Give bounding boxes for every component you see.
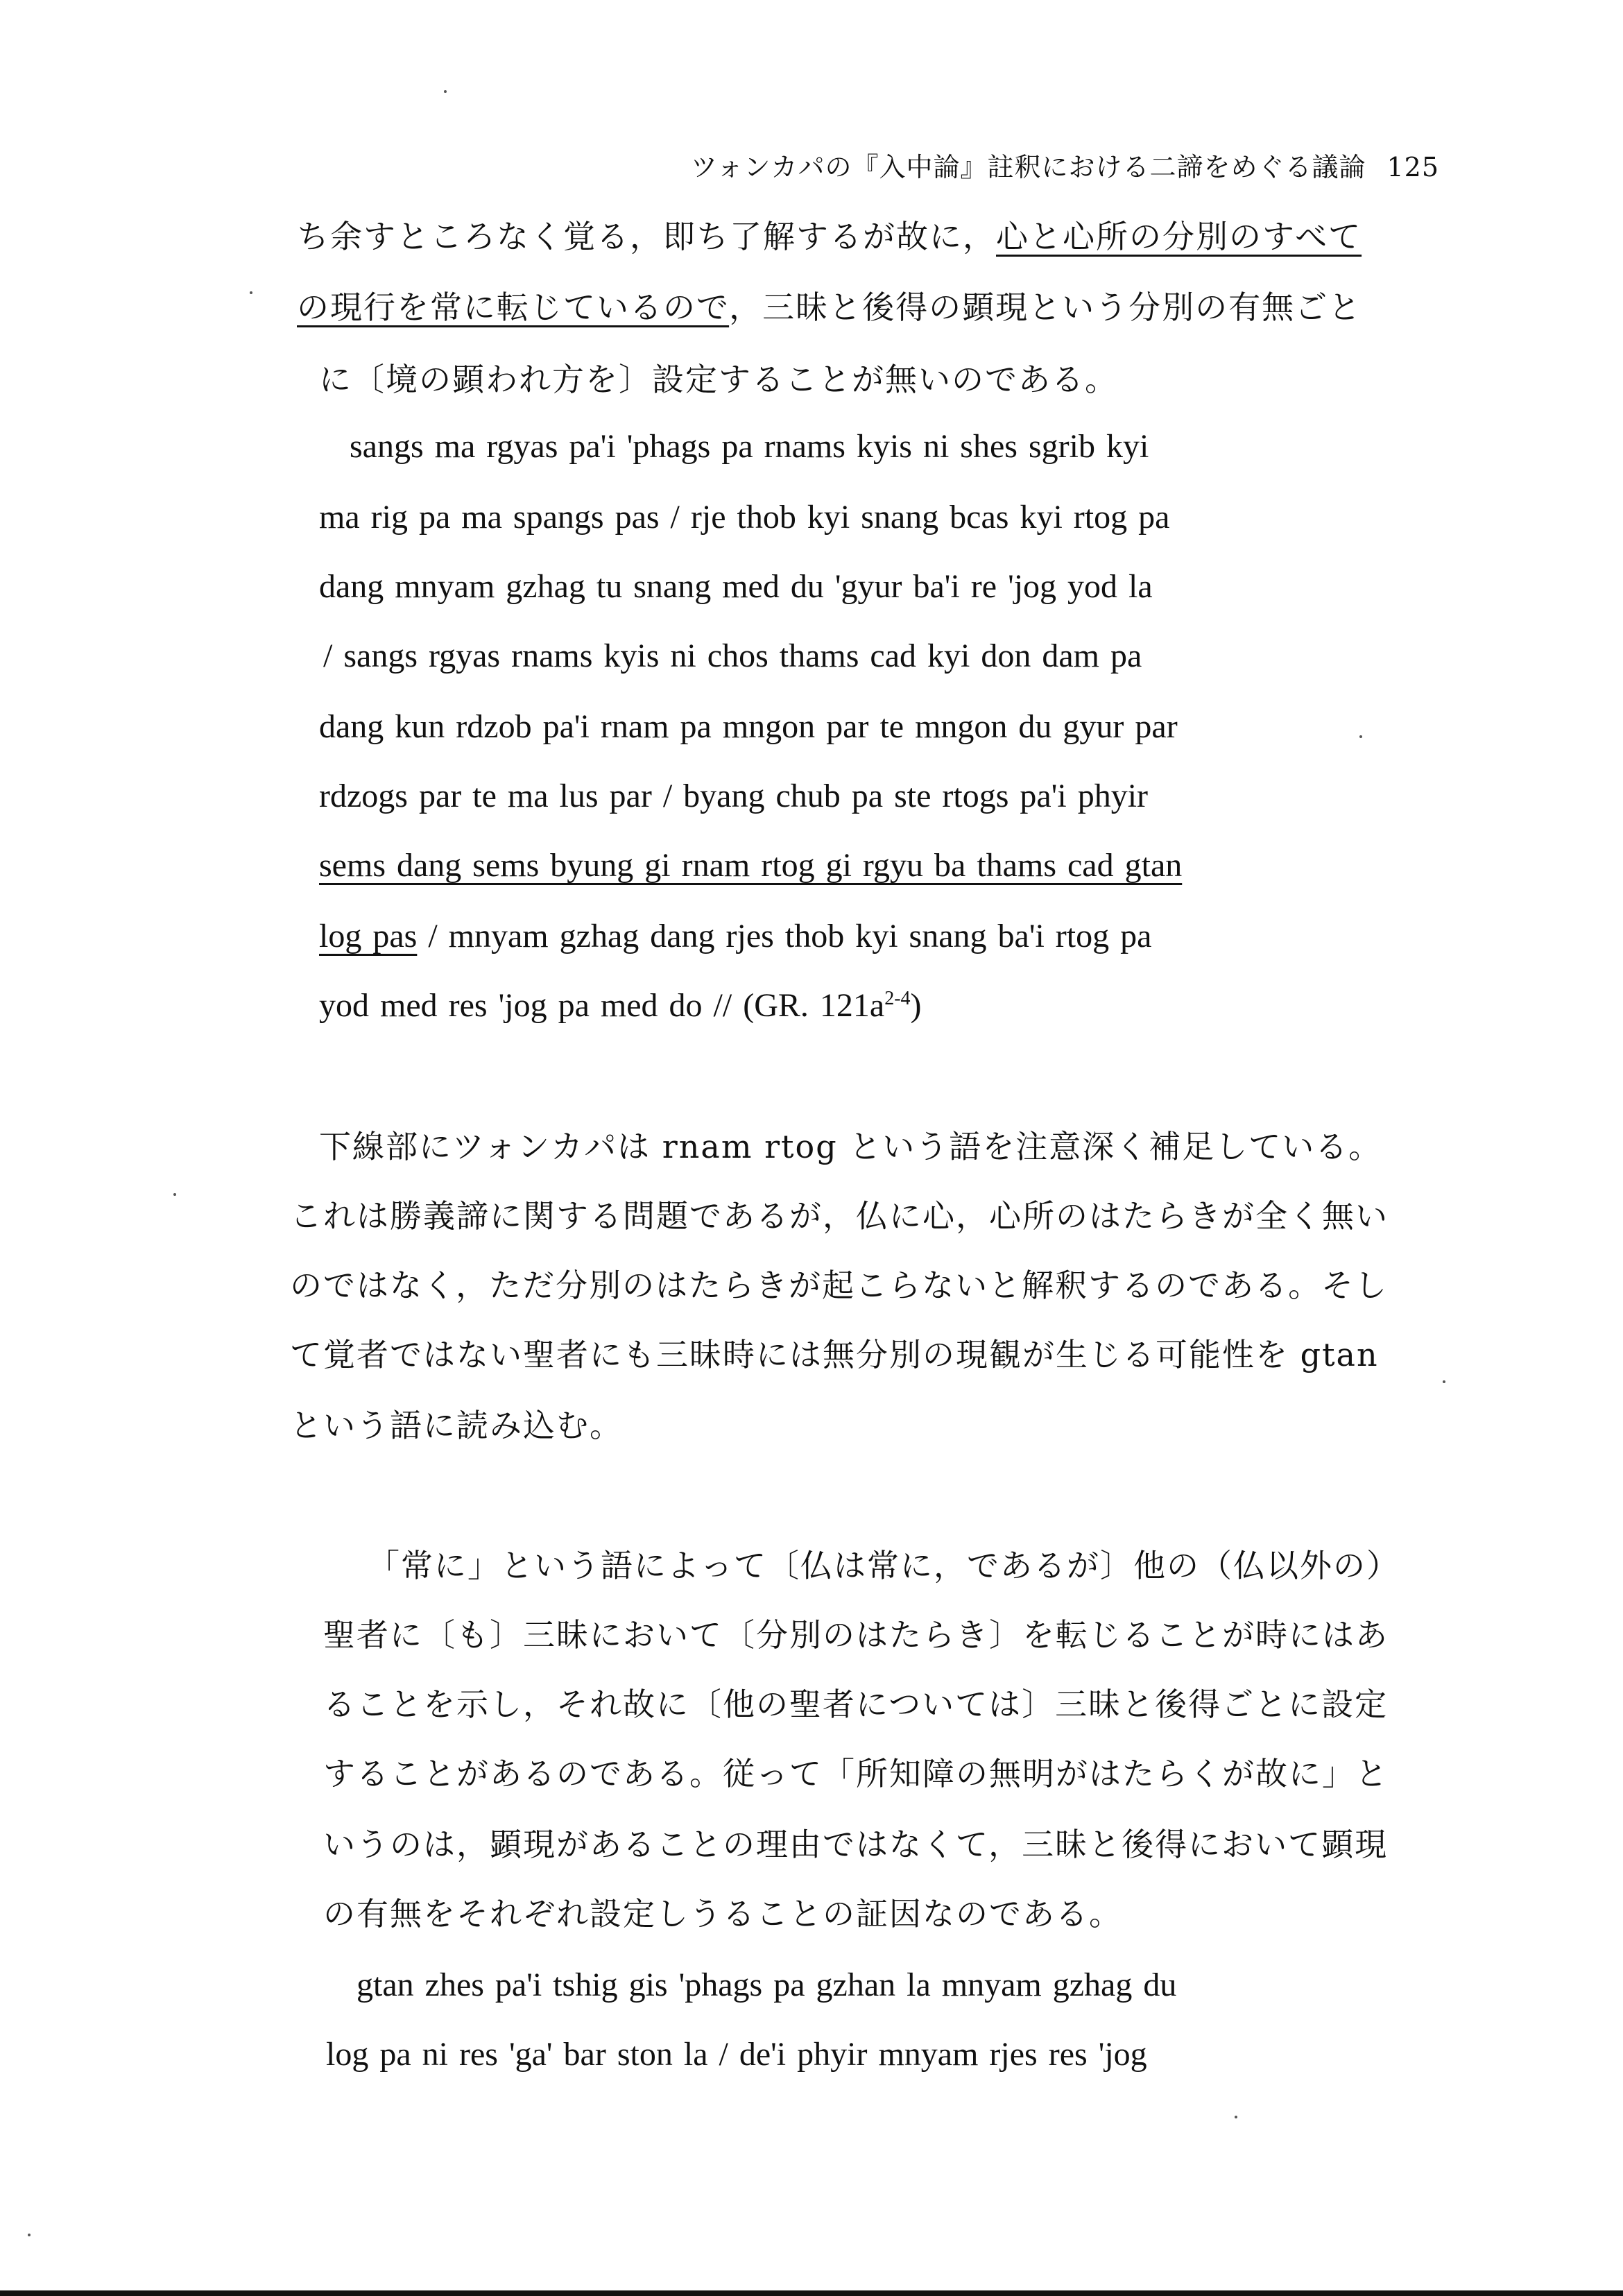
tibetan1-line9-text: yod med res 'jog pa med do // (GR. 121a	[319, 987, 885, 1024]
tibetan1-line6: rdzogs par te ma lus par / byang chub pa ste rtogs pa'i phyir	[319, 778, 1149, 814]
citation-superscript: 2-4	[884, 988, 911, 1009]
scan-speck	[250, 291, 252, 294]
paragraph1-line3: に〔境の顕われ方を〕設定することが無いのである。	[319, 361, 1118, 398]
paragraph2-line3: のではなく，ただ分別のはたらきが起こらないと解釈するのである。そし	[290, 1267, 1389, 1304]
tibetan1-line8-text: / mnyam gzhag dang rjes thob kyi snang ba'i rtog pa	[417, 918, 1152, 954]
paragraph3-line5: いうのは，顕現があることの理由ではなくて，三昧と後得において顕現	[323, 1826, 1389, 1863]
tibetan1-line3: dang mnyam gzhag tu snang med du 'gyur ba'i re 'jog yod la	[319, 568, 1153, 605]
scan-speck	[173, 1193, 176, 1196]
tibetan1-line4: / sangs rgyas rnams kyis ni chos thams cad kyi don dam pa	[323, 637, 1142, 674]
underlined-text: の現行を常に転じているので	[297, 289, 730, 326]
tibetan1-line2: ma rig pa ma spangs pas / rje thob kyi snang bcas kyi rtog pa	[319, 499, 1170, 536]
paragraph2-line2: これは勝義諦に関する問題であるが，仏に心，心所のはたらきが全く無い	[290, 1197, 1389, 1235]
paragraph1-line2	[297, 289, 1362, 326]
scan-bottom-edge	[0, 2290, 1623, 2296]
paragraph1-line1	[297, 218, 1362, 255]
paragraph3-line2: 聖者に〔も〕三昧において〔分別のはたらき〕を転じることが時にはあ	[323, 1616, 1389, 1654]
scan-speck	[28, 2234, 31, 2236]
running-head-title: ツォンカパの『入中論』註釈における二諦をめぐる議論	[690, 152, 1366, 182]
paragraph3-line3: ることを示し，それ故に〔他の聖者については〕三昧と後得ごとに設定	[323, 1686, 1389, 1723]
underlined-text: 心と心所の分別のすべて	[996, 218, 1362, 255]
scan-speck	[444, 90, 447, 93]
tibetan2-line1: gtan zhes pa'i tshig gis 'phags pa gzhan la mnyam gzhag du	[357, 1967, 1177, 2003]
tibetan1-line9-end: )	[910, 987, 922, 1024]
tibetan1-line8	[319, 920, 1151, 953]
page-number: 125	[1386, 152, 1439, 182]
paragraph3-line1: 「常に」という語によって〔仏は常に，であるが〕他の（仏以外の）	[368, 1547, 1400, 1584]
underlined-text: sems dang sems byung gi rnam rtog gi rgyu ba thams cad gtan	[319, 847, 1183, 884]
underlined-text: log pas	[319, 918, 418, 954]
scan-speck	[1443, 1380, 1445, 1383]
paragraph2-line1: 下線部にツォンカパは rnam rtog という語を注意深く補足している。	[319, 1128, 1382, 1165]
paragraph2-line4: て覚者ではない聖者にも三昧時には無分別の現観が生じる可能性を gtan	[290, 1336, 1379, 1373]
running-head	[691, 146, 1439, 184]
tibetan1-line5: dang kun rdzob pa'i rnam pa mngon par te mngon du gyur par	[319, 708, 1178, 745]
paragraph3-line4: することがあるのである。従って「所知障の無明がはたらくが故に」と	[323, 1755, 1389, 1792]
tibetan2-line2: log pa ni res 'ga' bar ston la / de'i phyir mnyam rjes res 'jog	[326, 2036, 1147, 2073]
paragraph1-line1-text: ち余すところなく覚る，即ち了解するが故に，	[297, 218, 996, 255]
tibetan1-line7	[319, 849, 1182, 882]
tibetan1-line9	[319, 989, 922, 1022]
scan-speck	[1359, 735, 1362, 738]
scan-speck	[1235, 2116, 1237, 2118]
paragraph3-line6: の有無をそれぞれ設定しうることの証因なのである。	[323, 1895, 1122, 1933]
paragraph2-line5: という語に読み込む。	[290, 1407, 623, 1444]
tibetan1-line1: sangs ma rgyas pa'i 'phags pa rnams kyis ni shes sgrib kyi	[350, 428, 1149, 465]
paragraph1-line2-text: ，三昧と後得の顕現という分別の有無ごと	[729, 289, 1362, 326]
